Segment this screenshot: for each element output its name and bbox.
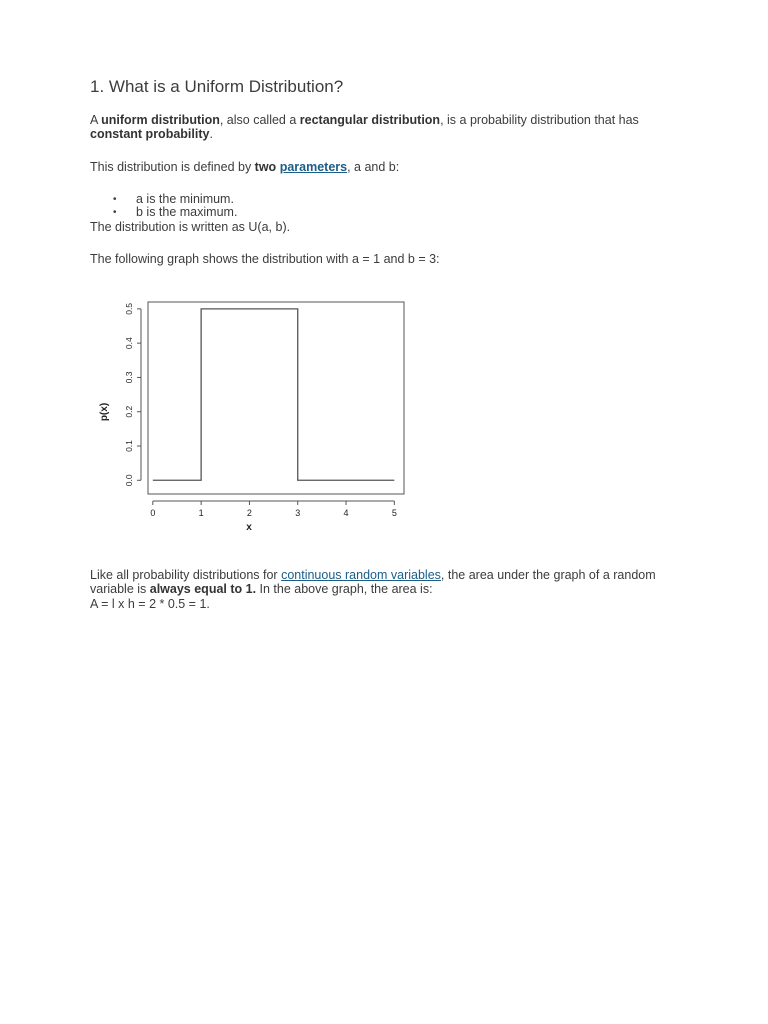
- density-line: [153, 309, 395, 480]
- intro-text-1: A: [90, 113, 102, 127]
- x-axis-label: x: [246, 522, 252, 533]
- intro-text-3: , is a probability distribution that has: [440, 113, 639, 127]
- written-as-paragraph: The distribution is written as U(a, b).: [90, 220, 291, 234]
- y-tick-label: 0.5: [124, 302, 134, 315]
- closing-text-1: Like all probability distributions for: [90, 568, 282, 582]
- page-title: 1. What is a Uniform Distribution?: [90, 77, 344, 96]
- parameter-list: [90, 193, 237, 219]
- intro-paragraph: [90, 113, 660, 141]
- params-text-1: This distribution is defined by: [90, 160, 255, 174]
- intro-text-4: .: [209, 127, 213, 141]
- term-constant-probability: constant probability: [90, 127, 210, 141]
- term-uniform-distribution: uniform distribution: [101, 113, 220, 127]
- list-item: [90, 206, 237, 219]
- x-tick-label: 3: [295, 508, 301, 518]
- y-tick-label: 0.2: [124, 405, 134, 418]
- uniform-distribution-chart: [95, 295, 415, 545]
- params-text-2: , a and b:: [347, 160, 400, 174]
- parameters-paragraph: [90, 160, 399, 174]
- x-axis: [150, 501, 397, 518]
- closing-paragraph: [90, 568, 660, 596]
- y-tick-label: 0.1: [124, 440, 134, 452]
- intro-text-2: , also called a: [219, 113, 300, 127]
- y-axis-label: p(x): [99, 402, 110, 422]
- term-always-equal-to-1: always equal to 1.: [149, 582, 257, 596]
- area-formula: A = l x h = 2 * 0.5 = 1.: [90, 597, 210, 611]
- closing-text-2: , the area under the graph of a random variable is: [90, 568, 656, 596]
- parameters-link[interactable]: parameters: [279, 160, 348, 174]
- x-tick-label: 4: [343, 508, 349, 518]
- x-tick-label: 2: [246, 508, 252, 518]
- term-rectangular-distribution: rectangular distribution: [299, 113, 441, 127]
- x-tick-label: 1: [198, 508, 204, 518]
- graph-intro-paragraph: The following graph shows the distribution with a = 1 and b = 3:: [90, 252, 440, 266]
- list-item-text: a is the minimum.: [136, 192, 234, 206]
- y-tick-label: 0.3: [124, 371, 134, 384]
- x-tick-label: 0: [150, 508, 156, 518]
- term-two: two: [254, 160, 277, 174]
- y-axis: [124, 303, 141, 487]
- x-tick-label: 5: [391, 508, 397, 518]
- list-item-text: b is the maximum.: [136, 205, 238, 219]
- chart-svg: [95, 295, 415, 540]
- y-tick-label: 0.4: [124, 337, 134, 350]
- bullet-icon: •: [113, 207, 117, 218]
- plot-frame: [148, 302, 404, 494]
- y-tick-label: 0.0: [124, 474, 134, 487]
- bullet-icon: •: [113, 194, 117, 205]
- closing-text-3: In the above graph, the area is:: [256, 582, 433, 596]
- continuous-random-variables-link[interactable]: continuous random variables: [281, 568, 441, 582]
